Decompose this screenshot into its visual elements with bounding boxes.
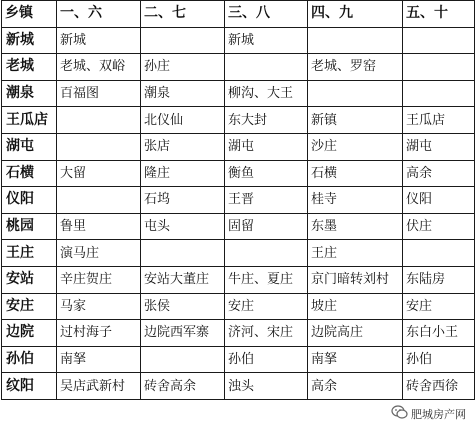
- market-cell: 王晋: [225, 187, 308, 214]
- market-cell: 新城: [225, 27, 308, 54]
- table-row: [2, 240, 475, 267]
- market-cell: 牛庄、夏庄: [225, 266, 308, 293]
- market-cell: 王瓜店: [403, 107, 475, 134]
- market-cell: 高余: [308, 373, 403, 400]
- market-cell: 东陆房: [403, 266, 475, 293]
- table-row: [2, 160, 475, 187]
- town-name: 孙伯: [2, 346, 57, 373]
- table-row: [2, 187, 475, 214]
- table-row: [2, 373, 475, 400]
- market-cell: [57, 187, 141, 214]
- market-cell: 东墨: [308, 213, 403, 240]
- market-cell: 大留: [57, 160, 141, 187]
- market-cell: 过村海子: [57, 320, 141, 347]
- market-cell: 孙庄: [141, 54, 225, 81]
- town-name: 石横: [2, 160, 57, 187]
- market-cell: [141, 27, 225, 54]
- header-days-2-7: 二、七: [141, 1, 225, 28]
- market-cell: [308, 27, 403, 54]
- market-cell: 安站大董庄: [141, 266, 225, 293]
- market-cell: [225, 54, 308, 81]
- market-cell: 东白小王: [403, 320, 475, 347]
- market-cell: 固留: [225, 213, 308, 240]
- watermark: [389, 403, 469, 425]
- market-cell: 屯头: [141, 213, 225, 240]
- town-name: 仪阳: [2, 187, 57, 214]
- market-cell: 砖舍高余: [141, 373, 225, 400]
- market-cell: [403, 54, 475, 81]
- market-cell: [403, 80, 475, 107]
- market-cell: [403, 27, 475, 54]
- market-cell: [57, 133, 141, 160]
- table-row: [2, 133, 475, 160]
- town-name: 老城: [2, 54, 57, 81]
- market-cell: 鲁里: [57, 213, 141, 240]
- market-cell: 仪阳: [403, 187, 475, 214]
- wechat-bubble-icon: [391, 405, 408, 424]
- market-cell: 张店: [141, 133, 225, 160]
- market-cell: 浊头: [225, 373, 308, 400]
- header-days-4-9: 四、九: [308, 1, 403, 28]
- market-cell: 高余: [403, 160, 475, 187]
- header-days-1-6: 一、六: [57, 1, 141, 28]
- market-cell: 济河、宋庄: [225, 320, 308, 347]
- market-cell: 孙伯: [403, 346, 475, 373]
- market-cell: 石坞: [141, 187, 225, 214]
- market-cell: 安庄: [403, 293, 475, 320]
- table-row: [2, 213, 475, 240]
- market-schedule-table: [1, 0, 475, 400]
- market-cell: 马家: [57, 293, 141, 320]
- market-cell: 隆庄: [141, 160, 225, 187]
- market-cell: 辛庄贺庄: [57, 266, 141, 293]
- market-cell: 沙庄: [308, 133, 403, 160]
- market-cell: 演马庄: [57, 240, 141, 267]
- table-row: [2, 27, 475, 54]
- market-cell: [141, 240, 225, 267]
- market-cell: 桂寺: [308, 187, 403, 214]
- header-town: 乡镇: [2, 1, 57, 28]
- town-name: 王庄: [2, 240, 57, 267]
- table-row: [2, 346, 475, 373]
- market-cell: 边院高庄: [308, 320, 403, 347]
- town-name: 边院: [2, 320, 57, 347]
- market-cell: 坡庄: [308, 293, 403, 320]
- town-name: 湖屯: [2, 133, 57, 160]
- market-cell: 新镇: [308, 107, 403, 134]
- watermark-text: 肥城房产网: [411, 408, 466, 421]
- market-cell: 百福图: [57, 80, 141, 107]
- market-cell: 石横: [308, 160, 403, 187]
- market-cell: [57, 107, 141, 134]
- market-cell: 伏庄: [403, 213, 475, 240]
- market-cell: 砖舍西徐: [403, 373, 475, 400]
- town-name: 潮泉: [2, 80, 57, 107]
- town-name: 王瓜店: [2, 107, 57, 134]
- header-row: [2, 1, 475, 28]
- town-name: 桃园: [2, 213, 57, 240]
- town-name: 纹阳: [2, 373, 57, 400]
- market-cell: 老城、双峪: [57, 54, 141, 81]
- market-cell: [141, 346, 225, 373]
- market-cell: 湖屯: [225, 133, 308, 160]
- table-row: [2, 293, 475, 320]
- table-row: [2, 54, 475, 81]
- header-days-5-10: 五、十: [403, 1, 475, 28]
- market-cell: 张侯: [141, 293, 225, 320]
- market-cell: 孙伯: [225, 346, 308, 373]
- market-cell: 南拏: [57, 346, 141, 373]
- market-cell: 东大封: [225, 107, 308, 134]
- town-name: 安站: [2, 266, 57, 293]
- market-cell: 吴店武新村: [57, 373, 141, 400]
- table-row: [2, 80, 475, 107]
- table-row: [2, 107, 475, 134]
- table-row: [2, 320, 475, 347]
- market-cell: 南拏: [308, 346, 403, 373]
- market-cell: 新城: [57, 27, 141, 54]
- market-cell: [225, 240, 308, 267]
- market-cell: 老城、罗窑: [308, 54, 403, 81]
- header-days-3-8: 三、八: [225, 1, 308, 28]
- market-cell: [308, 80, 403, 107]
- market-cell: 北仪仙: [141, 107, 225, 134]
- market-cell: 衡鱼: [225, 160, 308, 187]
- market-cell: 潮泉: [141, 80, 225, 107]
- market-cell: 安庄: [225, 293, 308, 320]
- table-row: [2, 266, 475, 293]
- market-cell: 京门暗转刘村: [308, 266, 403, 293]
- market-cell: 边院西军寨: [141, 320, 225, 347]
- market-cell: 湖屯: [403, 133, 475, 160]
- market-cell: 王庄: [308, 240, 403, 267]
- town-name: 安庄: [2, 293, 57, 320]
- market-cell: [403, 240, 475, 267]
- town-name: 新城: [2, 27, 57, 54]
- market-cell: 柳沟、大王: [225, 80, 308, 107]
